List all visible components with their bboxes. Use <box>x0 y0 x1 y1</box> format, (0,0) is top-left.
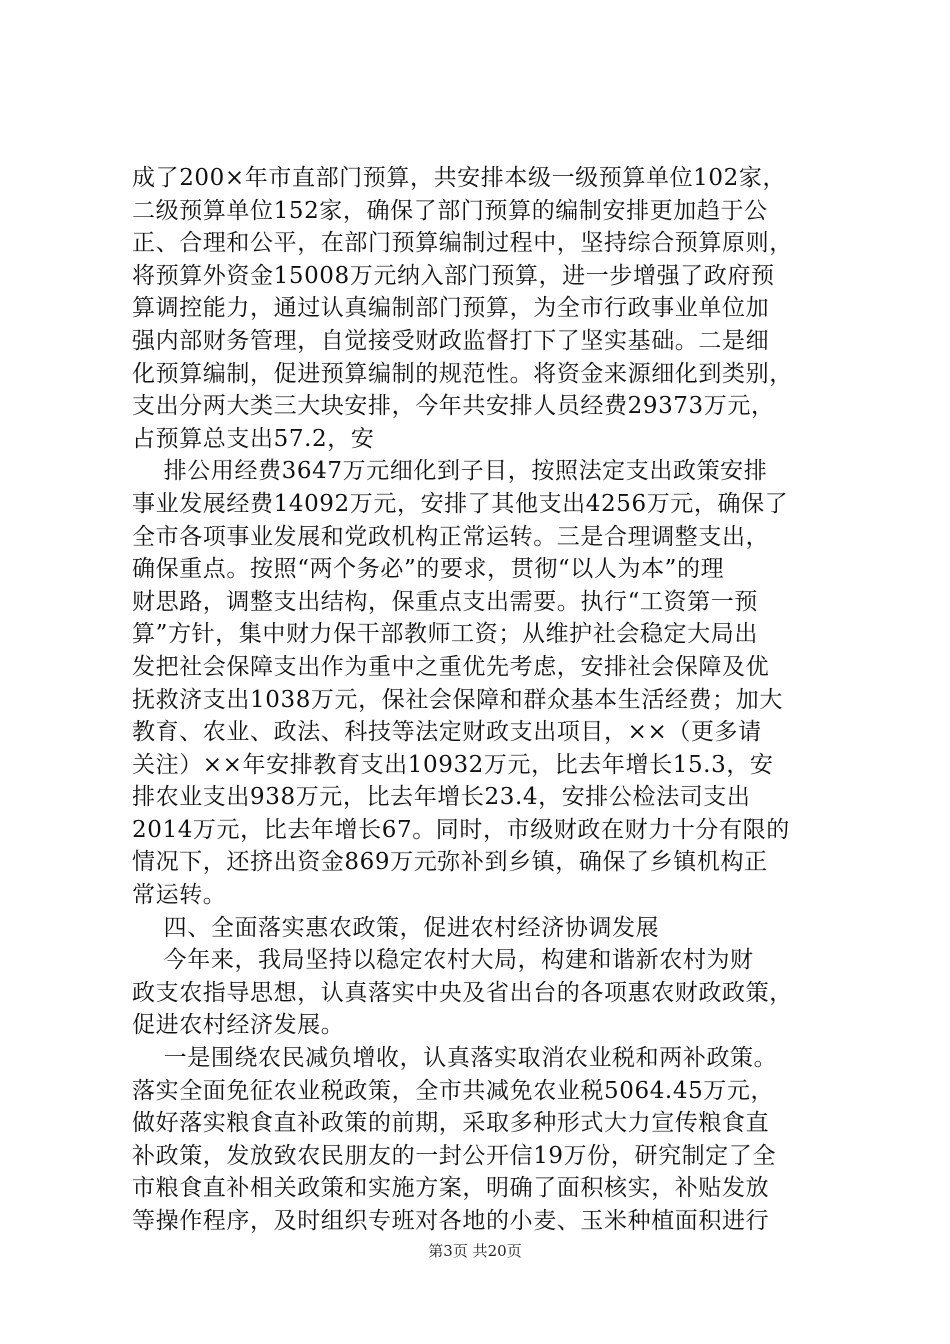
text-line: 二级预算单位152家，确保了部门预算的编制安排更加趋于公 <box>132 197 768 224</box>
text-line: 一是围绕农民减负增收，认真落实取消农业税和两补政策。 <box>132 1045 778 1072</box>
text-line: 发把社会保障支出作为重中之重优先考虑，安排社会保障及优 <box>132 653 770 680</box>
text-line: 算调控能力，通过认真编制部门预算，为全市行政事业单位加 <box>132 295 770 322</box>
text-line: 关注）××年安排教育支出10932万元，比去年增长15.3，安 <box>132 751 774 778</box>
text-line: 市粮食直补相关政策和实施方案，明确了面积核实，补贴发放 <box>132 1175 770 1202</box>
text-line: 财思路，调整支出结构，保重点支出需要。执行“工资第一预 <box>132 588 758 615</box>
text-line: 化预算编制，促进预算编制的规范性。将资金来源细化到类别， <box>132 360 793 387</box>
text-line: 排农业支出938万元，比去年增长23.4，安排公检法司支出 <box>132 784 751 811</box>
text-line: 等操作程序，及时组织专班对各地的小麦、玉米种植面积进行 <box>132 1208 770 1234</box>
text-line: 正、合理和公平，在部门预算编制过程中，坚持综合预算原则， <box>132 230 793 257</box>
text-line: 算”方针，集中财力保干部教师工资；从维护社会稳定大局出 <box>132 621 758 648</box>
text-line: 教育、农业、政法、科技等法定财政支出项目，××（更多请 <box>132 719 762 746</box>
section-heading: 四、全面落实惠农政策，促进农村经济协调发展 <box>132 914 660 941</box>
text-line: 事业发展经费14092万元，安排了其他支出4256万元，确保了 <box>132 490 789 517</box>
text-line: 落实全面免征农业税政策，全市共减免农业税5064.45万元， <box>132 1077 775 1104</box>
text-line: 常运转。 <box>132 882 227 909</box>
text-line: 今年来，我局坚持以稳定农村大局，构建和谐新农村为财 <box>132 947 754 974</box>
text-line: 将预算外资金15008万元纳入部门预算，进一步增强了政府预 <box>132 262 775 289</box>
text-line: 做好落实粮食直补政策的前期，采取多种形式大力宣传粮食直 <box>132 1110 770 1137</box>
text-line: 抚救济支出1038万元，保社会保障和群众基本生活经费；加大 <box>132 686 783 713</box>
page-number-footer: 第3页 共20页 <box>428 1242 522 1260</box>
text-line: 2014万元，比去年增长67。同时，市级财政在财力十分有限的 <box>132 816 790 843</box>
text-line: 确保重点。按照“两个务必”的要求，贯彻“以人为本”的理 <box>132 556 725 583</box>
text-line: 全市各项事业发展和党政机构正常运转。三是合理调整支出， <box>132 523 770 550</box>
text-line: 占预算总支出57.2，安 <box>132 425 375 452</box>
text-line: 强内部财务管理，自觉接受财政监督打下了坚实基础。二是细 <box>132 327 770 354</box>
text-line: 支出分两大类三大块安排，今年共安排人员经费29373万元， <box>132 393 775 420</box>
body-text <box>132 162 852 1238</box>
text-line: 排公用经费3647万元细化到子目，按照法定支出政策安排 <box>132 458 768 485</box>
text-line: 政支农指导思想，认真落实中央及省出台的各项惠农财政政策， <box>132 979 793 1006</box>
text-line: 促进农村经济发展。 <box>132 1012 345 1039</box>
text-line: 成了200×年市直部门预算，共安排本级一级预算单位102家， <box>132 165 787 191</box>
text-line: 补政策，发放致农民朋友的一封公开信19万份，研究制定了全 <box>132 1142 777 1169</box>
text-line: 情况下，还挤出资金869万元弥补到乡镇，确保了乡镇机构正 <box>132 849 768 876</box>
